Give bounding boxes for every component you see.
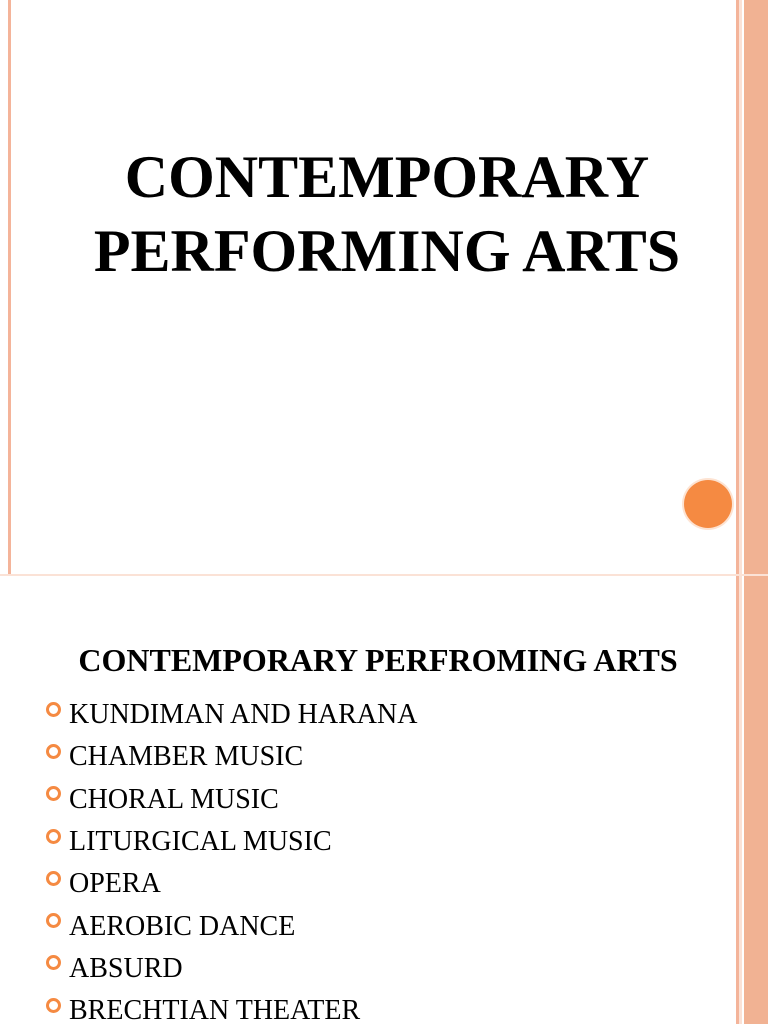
orange-circle-icon xyxy=(684,480,732,528)
bullet-list xyxy=(46,694,417,1024)
list-item xyxy=(46,736,417,778)
list-item-label: BRECHTIAN THEATER xyxy=(69,995,361,1024)
slide-heading: CONTEMPORARY PERFROMING ARTS xyxy=(78,642,678,678)
list-item-label: AEROBIC DANCE xyxy=(69,910,296,942)
list-item-label: ABSURD xyxy=(69,952,183,984)
slide-title xyxy=(40,140,734,288)
ring-bullet-icon xyxy=(46,744,61,759)
list-item xyxy=(46,948,417,990)
ring-bullet-icon xyxy=(46,998,61,1013)
list-item-label: KUNDIMAN AND HARANA xyxy=(69,699,418,731)
list-item xyxy=(46,821,417,863)
list-item-label: CHAMBER MUSIC xyxy=(69,741,304,773)
list-item-label: OPERA xyxy=(69,868,161,900)
ring-bullet-icon xyxy=(46,786,61,801)
list-item xyxy=(46,863,417,905)
list-item xyxy=(46,779,417,821)
left-accent-rule xyxy=(8,0,11,576)
right-accent-gap xyxy=(739,576,742,1024)
slide-title-line-1: CONTEMPORARY xyxy=(124,144,650,210)
ring-bullet-icon xyxy=(46,829,61,844)
right-accent-band xyxy=(744,0,768,576)
list-slide xyxy=(0,576,768,1024)
list-item xyxy=(46,905,417,947)
list-item xyxy=(46,694,417,736)
list-item-label: LITURGICAL MUSIC xyxy=(69,826,332,858)
ring-bullet-icon xyxy=(46,871,61,886)
ring-bullet-icon xyxy=(46,955,61,970)
ring-bullet-icon xyxy=(46,913,61,928)
ring-bullet-icon xyxy=(46,702,61,717)
right-accent-band xyxy=(744,576,768,1024)
list-item xyxy=(46,990,417,1024)
slide-title-line-2: PERFORMING ARTS xyxy=(93,218,681,284)
list-item-label: CHORAL MUSIC xyxy=(69,783,279,815)
right-accent-gap xyxy=(739,0,742,576)
